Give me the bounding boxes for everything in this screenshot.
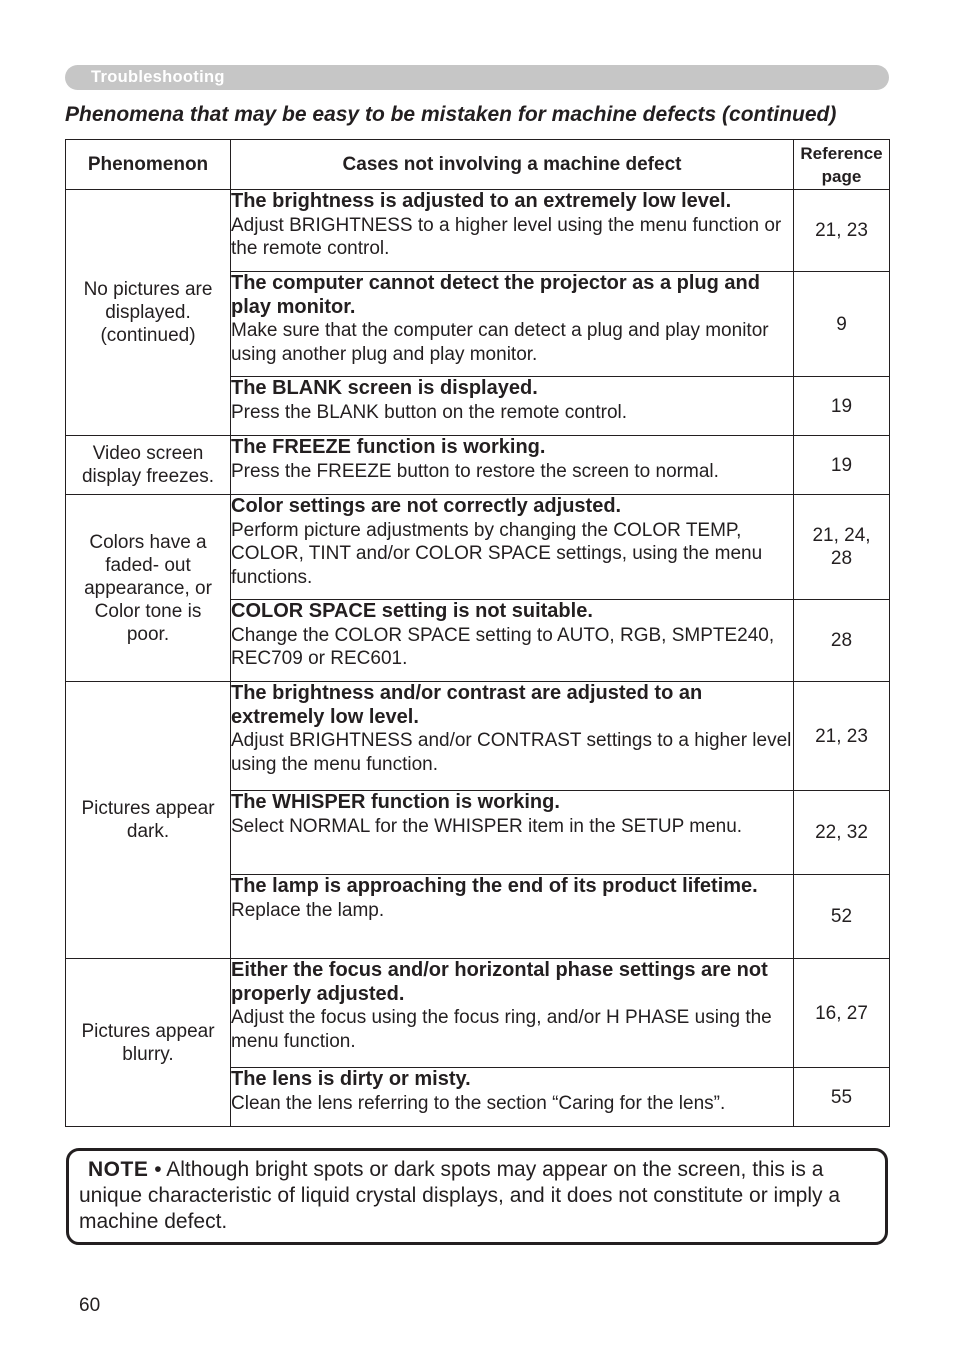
note-text: • Although bright spots or dark spots may appear on the screen, this is a unique characteristic of liquid crystal displays, and it does not constitute or imply a machine defect. [79, 1158, 841, 1233]
case-cell [231, 1068, 794, 1127]
header-phenomenon: Phenomenon [66, 140, 231, 190]
case-description: Select NORMAL for the WHISPER item in the SETUP menu. [231, 815, 743, 837]
phenomenon-line: faded- out [105, 554, 191, 576]
case-title: COLOR SPACE setting is not suitable. [231, 600, 593, 622]
phenomenon-line: appearance, or [84, 577, 212, 599]
phenomenon-cell [66, 959, 231, 1127]
reference-page-cell: 19 [794, 377, 890, 436]
note-box [66, 1148, 888, 1245]
phenomenon-cell [66, 190, 231, 436]
case-cell [231, 600, 794, 682]
troubleshooting-table [65, 139, 890, 1127]
phenomenon-line: Color tone is [94, 600, 202, 622]
case-description: Make sure that the computer can detect a plug and play monitor using another plug and play monitor. [231, 320, 769, 365]
case-cell [231, 495, 794, 600]
reference-page-cell: 28 [794, 600, 890, 682]
reference-page-cell: 22, 32 [794, 791, 890, 875]
phenomenon-line: Video screen [92, 443, 204, 464]
case-description: Adjust BRIGHTNESS and/or CONTRAST settings to a higher level using the menu function. [231, 730, 792, 775]
table-row [66, 495, 890, 600]
case-description: Press the BLANK button on the remote control. [231, 401, 628, 423]
header-reference-line2: page [821, 166, 862, 186]
reference-page-cell: 21, 24, 28 [794, 495, 890, 600]
reference-page-cell: 21, 23 [794, 682, 890, 791]
reference-page-cell: 55 [794, 1068, 890, 1127]
case-cell [231, 875, 794, 959]
phenomenon-cell [66, 495, 231, 682]
header-reference-line1: Reference [800, 143, 883, 163]
reference-page-cell: 21, 23 [794, 190, 890, 272]
page-number: 60 [79, 1295, 101, 1316]
phenomenon-line: display freezes. [81, 466, 214, 487]
case-cell [231, 190, 794, 272]
case-cell [231, 272, 794, 377]
case-title: The lamp is approaching the end of its product lifetime. [231, 875, 758, 897]
case-title: Color settings are not correctly adjusted. [231, 495, 622, 517]
case-cell [231, 377, 794, 436]
case-title: The brightness is adjusted to an extremely low level. [231, 190, 732, 212]
phenomenon-cell [66, 436, 231, 495]
reference-page-cell: 9 [794, 272, 890, 377]
header-reference-page [794, 140, 890, 190]
table-header-row [66, 140, 890, 190]
phenomenon-line: Pictures appear [81, 1020, 215, 1042]
case-description: Press the FREEZE button to restore the screen to normal. [231, 460, 719, 482]
case-cell [231, 436, 794, 495]
table-row [66, 190, 890, 272]
case-title: The FREEZE function is working. [231, 436, 546, 458]
case-description: Change the COLOR SPACE setting to AUTO, RGB, SMPTE240, REC709 or REC601. [231, 624, 775, 669]
case-description: Clean the lens referring to the section “Caring for the lens”. [231, 1092, 726, 1114]
page-title: Phenomena that may be easy to be mistaken for machine defects (continued) [65, 103, 837, 126]
case-description: Adjust BRIGHTNESS to a higher level using the menu function or the remote control. [231, 214, 782, 259]
case-title: The brightness and/or contrast are adjusted to an extremely low level. [231, 682, 703, 728]
phenomenon-line: No pictures are [83, 279, 213, 300]
reference-page-cell: 16, 27 [794, 959, 890, 1068]
reference-page-cell: 52 [794, 875, 890, 959]
phenomenon-line: Pictures appear [81, 798, 215, 819]
section-header-bar [65, 65, 889, 90]
phenomenon-line: Colors have a [89, 531, 207, 553]
phenomenon-cell [66, 682, 231, 959]
case-cell [231, 791, 794, 875]
phenomenon-line: displayed. [105, 302, 191, 323]
table-row [66, 436, 890, 495]
case-description: Replace the lamp. [231, 899, 385, 921]
case-title: The BLANK screen is displayed. [231, 377, 538, 399]
note-label: NOTE [88, 1158, 149, 1181]
section-header-label: Troubleshooting [91, 68, 225, 86]
case-cell [231, 959, 794, 1068]
table-row [66, 959, 890, 1068]
case-description: Adjust the focus using the focus ring, and/or H PHASE using the menu function. [231, 1007, 772, 1052]
table-row [66, 682, 890, 791]
reference-page-cell: 19 [794, 436, 890, 495]
case-title: Either the focus and/or horizontal phase settings are not properly adjusted. [231, 959, 768, 1005]
case-title: The lens is dirty or misty. [231, 1068, 471, 1090]
case-title: The WHISPER function is working. [231, 791, 560, 813]
header-cases: Cases not involving a machine defect [231, 140, 794, 190]
case-cell [231, 682, 794, 791]
phenomenon-line: dark. [126, 821, 170, 842]
phenomenon-line: poor. [126, 623, 170, 645]
phenomenon-line: (continued) [100, 325, 196, 346]
case-description: Perform picture adjustments by changing the COLOR TEMP, COLOR, TINT and/or COLOR SPACE settings, using the menu functions. [231, 519, 763, 588]
case-title: The computer cannot detect the projector as a plug and play monitor. [231, 272, 760, 318]
phenomenon-line: blurry. [122, 1043, 174, 1065]
